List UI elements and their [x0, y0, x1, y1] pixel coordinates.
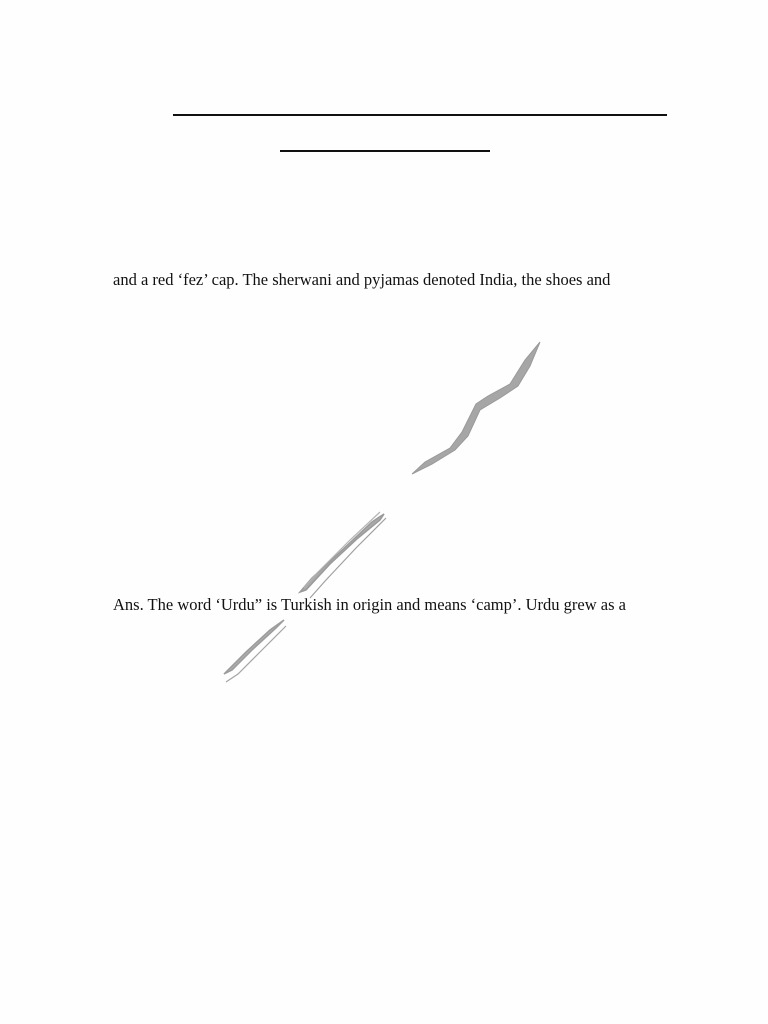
- lower-loop-stroke: [224, 620, 284, 674]
- lower-loop-edge: [226, 626, 286, 682]
- loop-stroke-edge: [310, 518, 386, 598]
- wavy-stroke: [412, 342, 540, 474]
- body-text-line-2: Ans. The word ‘Urdu” is Turkish in origin and means ‘camp’. Urdu grew as a: [113, 595, 626, 614]
- body-text-line-1: and a red ‘fez’ cap. The sherwani and pyjamas denoted India, the shoes and: [113, 270, 611, 289]
- loop-stroke: [300, 514, 384, 592]
- title-underline: [173, 114, 667, 116]
- loop-stroke-inner: [304, 512, 380, 588]
- subtitle-underline: [280, 150, 490, 152]
